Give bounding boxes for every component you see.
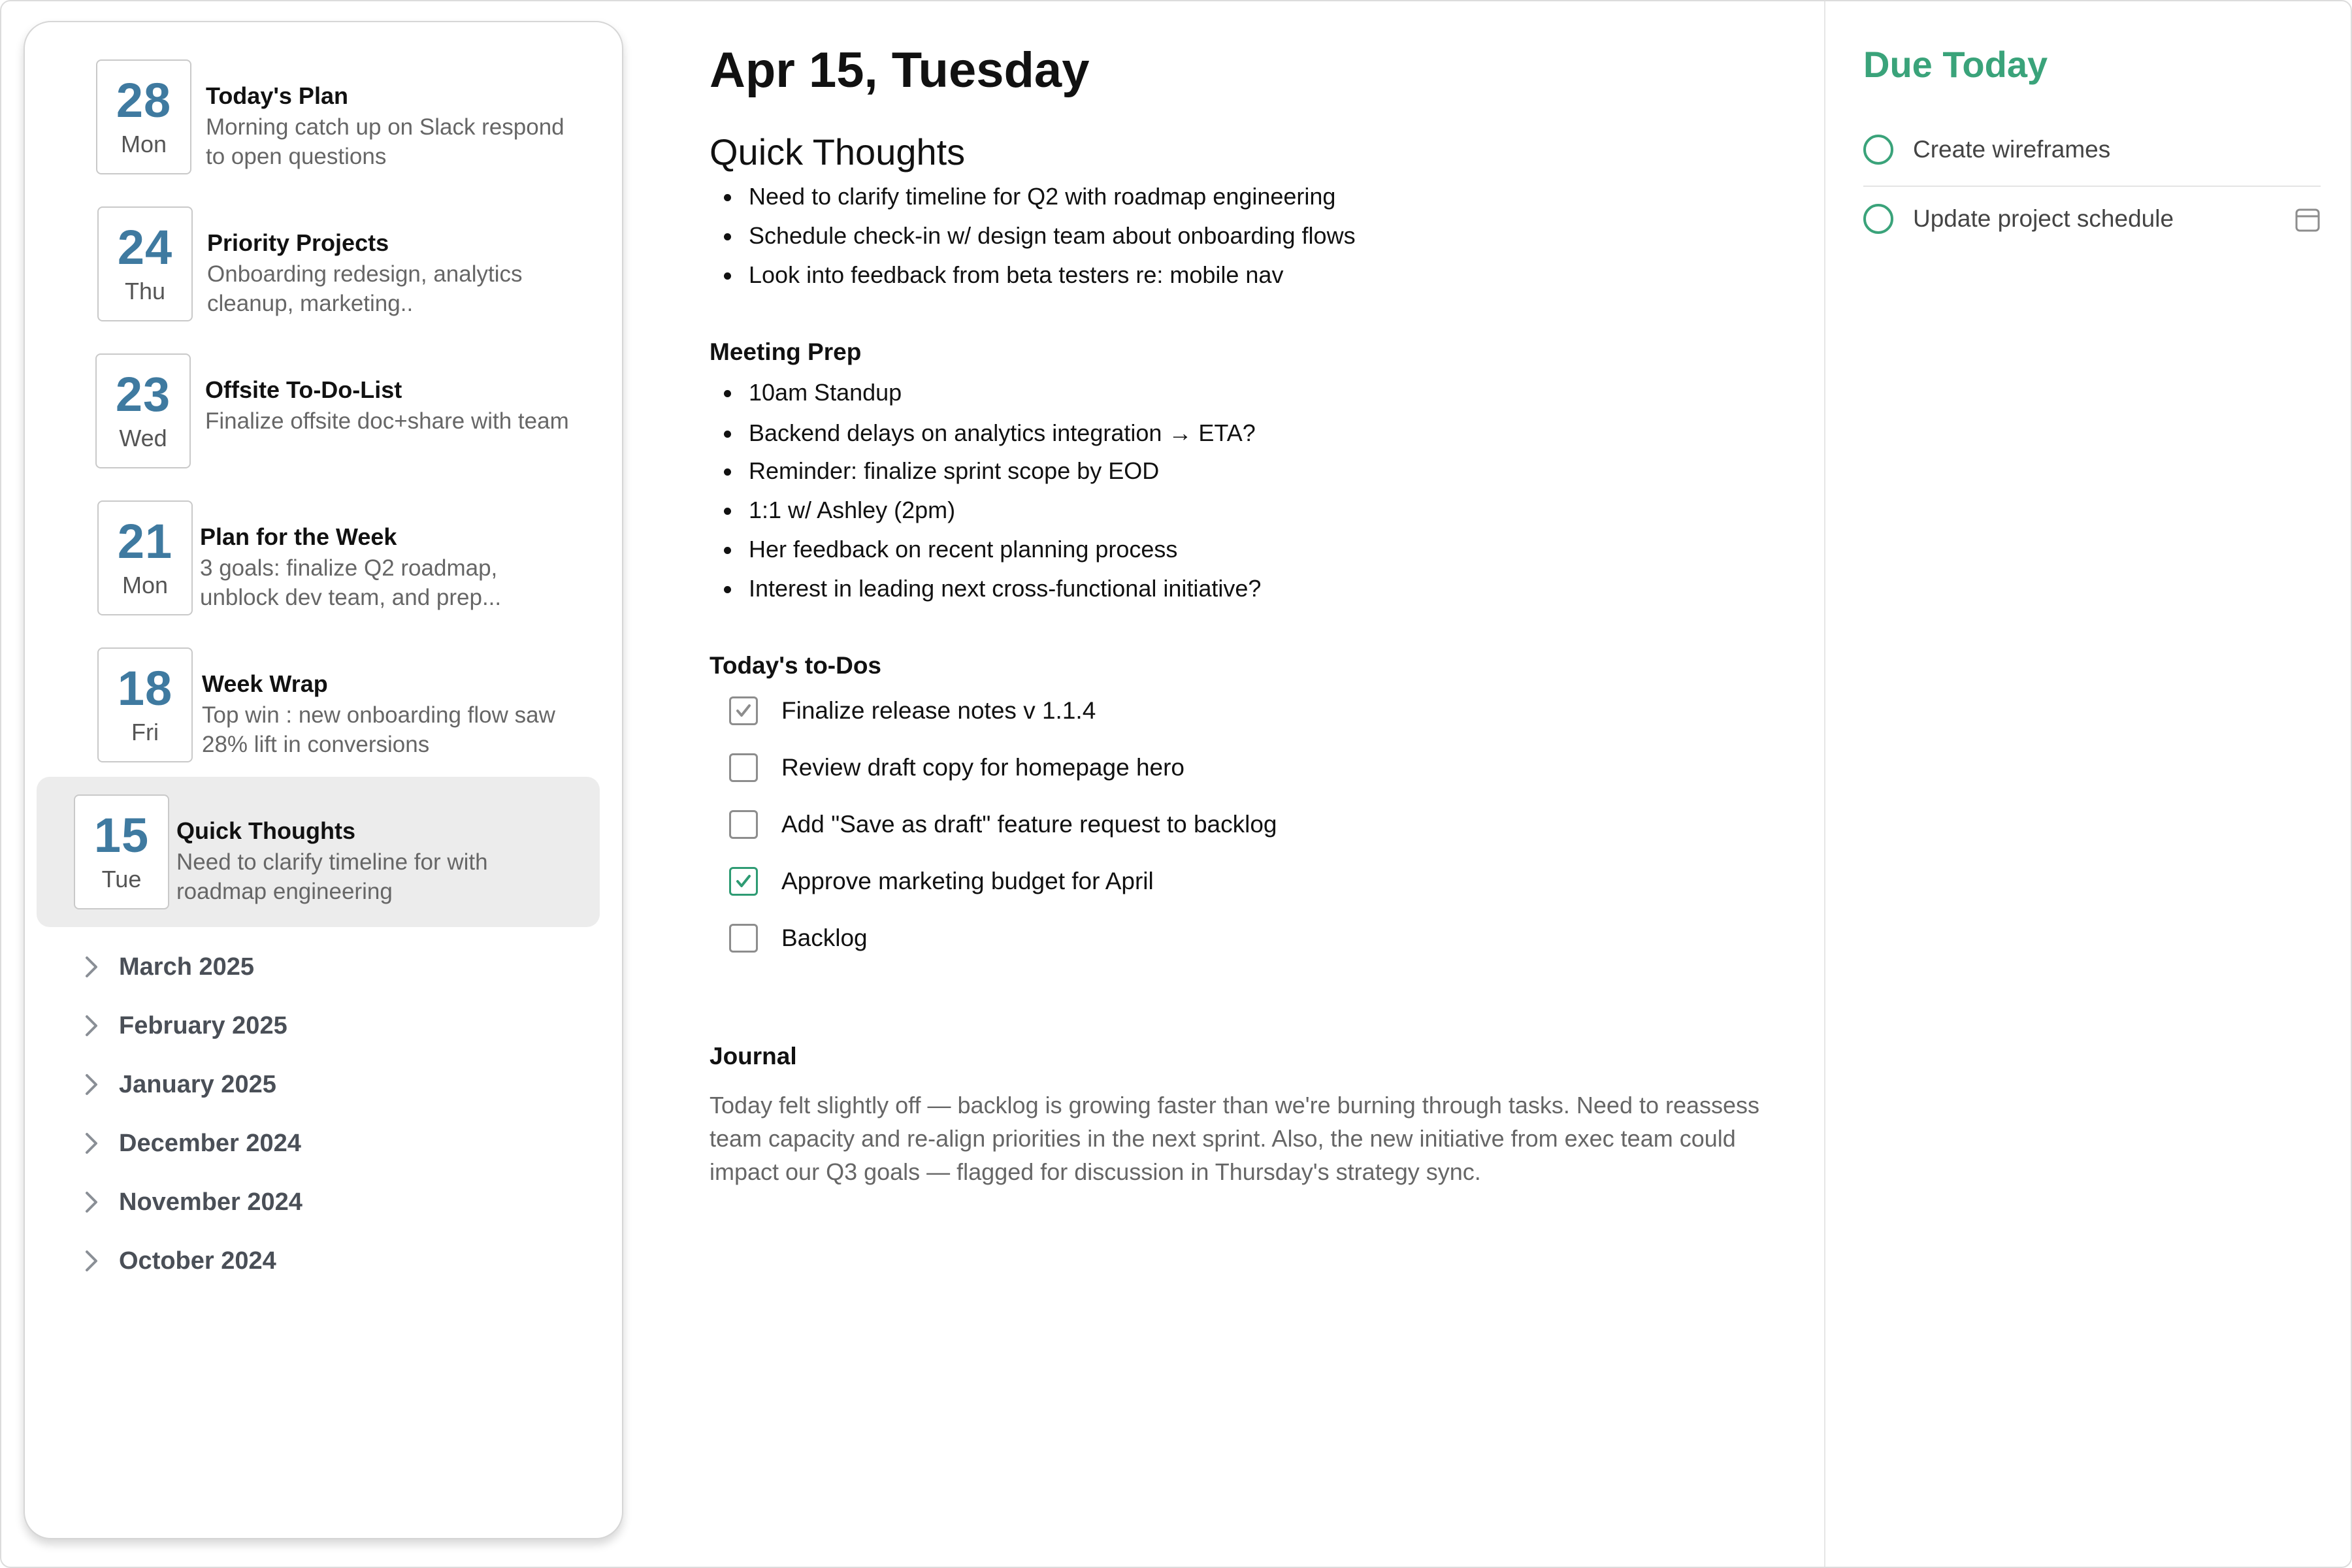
- month-group-february-2025[interactable]: [78, 1006, 287, 1045]
- entry-title: Plan for the Week: [200, 523, 397, 550]
- todo-item[interactable]: [729, 805, 1277, 844]
- month-group-december-2024[interactable]: [78, 1124, 301, 1163]
- date-badge: [95, 353, 191, 468]
- checkbox[interactable]: [729, 753, 758, 782]
- checkbox[interactable]: [729, 924, 758, 953]
- month-label: February 2025: [119, 1011, 287, 1039]
- checkbox[interactable]: [729, 810, 758, 839]
- date-badge: [97, 500, 193, 615]
- chevron-right-icon: [78, 1130, 105, 1156]
- due-item[interactable]: [1863, 127, 2321, 172]
- month-label: January 2025: [119, 1070, 276, 1098]
- chevron-right-icon: [78, 1248, 105, 1274]
- note-section-title: Quick Thoughts: [710, 131, 966, 172]
- date-day: 23: [115, 367, 171, 421]
- date-badge: [97, 206, 193, 321]
- entry-priority-projects[interactable]: [37, 189, 600, 339]
- entry-offsite-todo[interactable]: [37, 336, 600, 486]
- date-badge: [97, 647, 193, 762]
- entry-title: Today's Plan: [206, 82, 348, 109]
- sidebar: [24, 21, 623, 1539]
- entry-todays-plan[interactable]: [37, 42, 600, 192]
- entry-subtitle: Onboarding redesign, analytics cleanup, marketing..: [207, 261, 523, 316]
- due-item-label: Update project schedule: [1913, 205, 2174, 232]
- month-group-november-2024[interactable]: [78, 1183, 302, 1222]
- entry-subtitle: Top win : new onboarding flow saw 28% lift in conversions: [202, 702, 555, 757]
- date-weekday: Wed: [119, 425, 167, 451]
- due-item[interactable]: [1863, 196, 2321, 242]
- journal-text: Today felt slightly off — backlog is growing faster than we're burning through tasks. Need to reassess team capacity and re-align priorities in the next sprint. Also, the new initiative from exec team could impact our Q3 goals — flagged for discussion in Thursday's strategy sync.: [710, 1092, 1760, 1185]
- checkbox-checked[interactable]: [729, 867, 758, 896]
- note-date-title: Apr 15, Tuesday: [710, 42, 1090, 98]
- todo-item[interactable]: [729, 919, 868, 958]
- meeting-prep-heading: Meeting Prep: [710, 338, 862, 365]
- complete-circle-icon[interactable]: [1863, 135, 1893, 165]
- date-badge: [96, 59, 191, 174]
- date-badge: [74, 794, 169, 909]
- chevron-right-icon: [78, 954, 105, 980]
- todos-heading: Today's to-Dos: [710, 652, 882, 679]
- entry-title: Priority Projects: [207, 229, 389, 256]
- divider: [1863, 186, 2321, 187]
- chevron-right-icon: [78, 1071, 105, 1098]
- date-weekday: Mon: [122, 572, 169, 598]
- chevron-right-icon: [78, 1189, 105, 1215]
- date-weekday: Fri: [131, 719, 159, 745]
- todo-label: Backlog: [781, 924, 868, 951]
- entry-title: Week Wrap: [202, 670, 328, 697]
- entry-quick-thoughts[interactable]: [37, 777, 600, 927]
- todo-label: Finalize release notes v 1.1.4: [781, 697, 1096, 724]
- pane-divider: [1824, 1, 1825, 1568]
- date-day: 15: [93, 808, 150, 862]
- entry-subtitle: Need to clarify timeline for with roadmap engineering: [176, 849, 488, 904]
- month-label: October 2024: [119, 1247, 276, 1275]
- entry-title: Quick Thoughts: [176, 817, 355, 844]
- date-day: 28: [116, 73, 172, 127]
- month-label: March 2025: [119, 953, 255, 981]
- todo-label: Review draft copy for homepage hero: [781, 754, 1185, 781]
- date-day: 18: [117, 661, 173, 715]
- chevron-right-icon: [78, 1013, 105, 1039]
- app-window: 28 Mon Today's Plan Morning catch up on Slack respond to open questions 24 Thu Priority Projects Onboarding redesign, analytics cleanup, marketing.. 23 Wed Offsite To-Do-List Finalize offsite doc+share with team 21 Mon Plan for the Week 3 goals: finalize Q2 roadmap, unblock dev team, and prep... 18 Fri Week Wrap Top win : new onboarding flow saw 28% lift in conversions 15 Tue Quick Thoughts Need to clarify timeline for with roadmap engineering March 2025 February 2025 January 2025 December 2024 November 2024 October 2024 Apr 15, Tuesday Quick Thoughts Need to clarify timeline for Q2 with roadmap engineering Schedule check-in w/ design team about onboarding flows Look into feedback from beta testers re: mobile nav Meeting Prep 10am Standup Backend delays on analytics integration → ETA? Reminder: finalize sprint scope by EOD 1:1 w/ Ashley (2pm) Her feedback on recent planning process Interest in leading next cross-functional initiative? Today's to-Dos Finalize release notes v 1.1.4 Review draft copy for homepage hero Add "Save as draft" feature request to backlog Approve marketing budget for April Backlog Journal Today felt slightly off — backlog is growing faster than we're burning through tasks. Need to reassess team capacity and re-align priorities in the next sprint. Also, the new initiative from exec team could impact our Q3 goals — flagged for discussion in Thursday's strategy sync. Due Today Create wireframes Update project schedule: [0, 0, 2352, 1568]
- date-day: 21: [117, 514, 173, 568]
- todo-item[interactable]: [729, 862, 1154, 901]
- complete-circle-icon[interactable]: [1863, 204, 1893, 234]
- due-item-label: Create wireframes: [1913, 136, 2111, 163]
- date-weekday: Tue: [101, 866, 142, 892]
- due-today-title: Due Today: [1863, 44, 2048, 85]
- month-group-january-2025[interactable]: [78, 1065, 276, 1104]
- date-weekday: Mon: [120, 131, 167, 157]
- entry-title: Offsite To-Do-List: [205, 376, 402, 403]
- date-weekday: Thu: [124, 278, 166, 304]
- entry-subtitle: 3 goals: finalize Q2 roadmap, unblock dev team, and prep...: [200, 555, 502, 610]
- date-day: 24: [117, 220, 173, 274]
- month-label: December 2024: [119, 1129, 301, 1157]
- month-group-march-2025[interactable]: [78, 947, 254, 987]
- todo-item[interactable]: [729, 748, 1184, 787]
- entry-subtitle: Finalize offsite doc+share with team: [205, 408, 569, 434]
- month-label: November 2024: [119, 1188, 302, 1216]
- checkbox-checked[interactable]: [729, 696, 758, 725]
- journal-heading: Journal: [710, 1043, 797, 1070]
- month-group-october-2024[interactable]: [78, 1241, 276, 1281]
- entry-plan-for-week[interactable]: [37, 483, 600, 633]
- calendar-icon[interactable]: [2295, 206, 2321, 233]
- entry-week-wrap[interactable]: [37, 630, 600, 780]
- todo-label: Add "Save as draft" feature request to backlog: [781, 811, 1277, 838]
- todo-label: Approve marketing budget for April: [781, 868, 1154, 894]
- todo-item[interactable]: [729, 691, 1096, 730]
- entry-subtitle: Morning catch up on Slack respond to open questions: [206, 114, 564, 169]
